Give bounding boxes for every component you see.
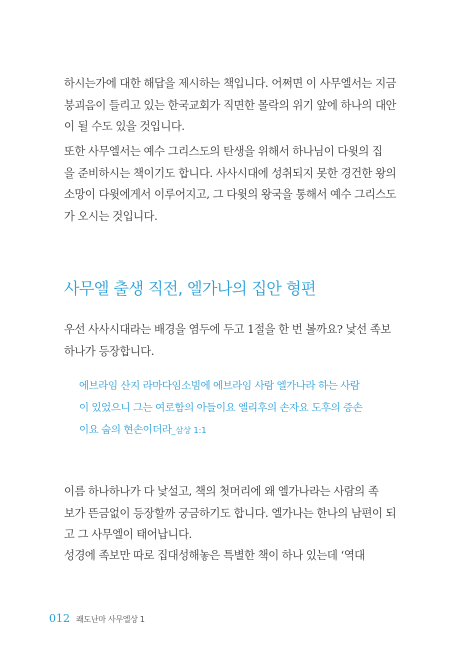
- text-line: 이름 하나하나가 다 낯설고, 책의 첫머리에 왜 엘가나라는 사람의 족: [64, 485, 379, 498]
- quote-line: 에브라임 산지 라마다임소빔에 에브라임 사람 엘가나라 하는 사람: [79, 380, 360, 392]
- paragraph-3: [64, 319, 407, 362]
- text-line: 또한 사무엘서는 예수 그리스도의 탄생을 위해서 하나님이 다윗의 집: [64, 145, 383, 158]
- paragraph-2: [64, 141, 407, 227]
- book-title: 쾌도난마 사무엘상 1: [76, 615, 145, 624]
- page-footer: [49, 612, 145, 625]
- text-line: 성경에 족보만 따로 집대성해놓은 특별한 책이 하나 있는데 ‘역대: [64, 549, 365, 562]
- text-line: 붕괴음이 들리고 있는 한국교회가 직면한 몰락의 위기 앞에 하나의 대안: [64, 98, 397, 112]
- quote-line-last: [79, 419, 399, 442]
- text-line: 하시는가에 대한 해답을 제시하는 책입니다. 어쩌면 이 사무엘서는 지금: [64, 77, 397, 90]
- paragraph-4: [64, 481, 407, 546]
- page-number: 012: [49, 612, 70, 625]
- text-line: 을 준비하시는 책이기도 합니다. 사사시대에 성취되지 못한 경건한 왕의: [64, 166, 397, 180]
- text-line: 고 그 사무엘이 태어납니다.: [64, 528, 192, 541]
- scripture-reference: _삼상 1:1: [171, 426, 207, 435]
- text-line: 가 오시는 것입니다.: [64, 209, 158, 223]
- text-line: 하나가 등장합니다.: [64, 344, 155, 358]
- text-line: 이 될 수도 있을 것입니다.: [64, 120, 185, 133]
- quote-line: 이 있었으니 그는 여로함의 아들이요 엘리후의 손자요 도후의 증손: [79, 402, 363, 414]
- scripture-quote: [79, 375, 399, 442]
- paragraph-1: [64, 73, 407, 138]
- paragraph-5: [64, 545, 407, 567]
- quote-line: 이요 숩의 현손이더라: [79, 424, 172, 436]
- text-line: 우선 사사시대라는 배경을 염두에 두고 1절을 한 번 볼까요? 낯선 족보: [64, 323, 391, 336]
- text-line: 보가 뜬금없이 등장할까 궁금하기도 합니다. 엘가나는 한나의 남편이 되: [64, 506, 397, 520]
- text-line: 소망이 다윗에게서 이루어지고, 그 다윗의 왕국을 통해서 예수 그리스도: [64, 188, 397, 201]
- section-heading: 사무엘 출생 직전, 엘가나의 집안 형편: [64, 279, 316, 298]
